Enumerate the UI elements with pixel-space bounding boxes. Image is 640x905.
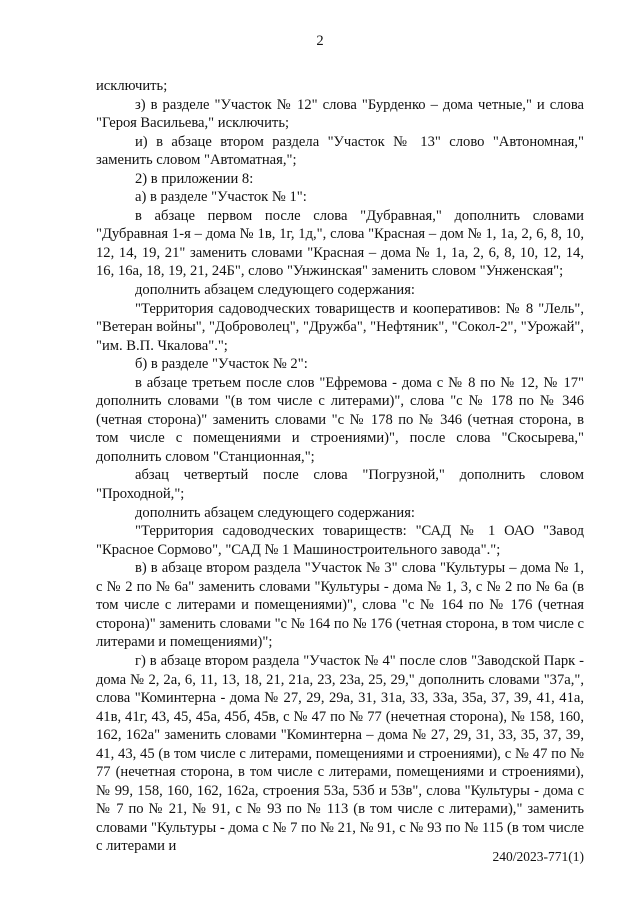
paragraph: в абзаце первом после слова "Дубравная," дополнить словами "Дубравная 1-я – дома № 1в, 1г, 1д,", слова "Красная – дом № 1, 1а, 2, 6, 8, 10, 12, 14, 19, 21" заменить словами "Красная – дома № 1, 1а, 2, 6, 8, 10, 12, 14, 16, 16а, 18, 19, 21, 24Б", слово "Унжинская" заменить словом "Унженская"; bbox=[96, 207, 584, 280]
paragraph: б) в разделе "Участок № 2": bbox=[135, 356, 308, 373]
paragraph: "Территория садоводческих товариществ и кооперативов: № 8 "Лель", "Ветеран войны", "Доброволец", "Дружба", "Нефтяник", "Сокол-2", "Урожай", "им. В.П. Чкалова"."; bbox=[96, 300, 584, 354]
paragraph: г) в абзаце втором раздела "Участок № 4" после слов "Заводской Парк - дома № 2, 2а, 6, 11, 13, 18, 21, 21а, 23, 23а, 25, 29," дополнить словами "37а,", слова "Коминтерна - дома № 27, 29, 29а, 31, 31а, 33, 33а, 35а, 37, 39, 41, 41а, 41в, 41г, 43, 45, 45а, 45б, 45в, с № 47 по № 77 (нечетная сторона), № 158, 160, 162, 162а" заменить словами "Коминтерна – дома № 27, 29, 31, 33, 35, 37, 39, 41, 43, 45 (в том числе с литерами, помещениями и строениями), с № 47 по № 77 (нечетная сторона, в том числе с литерами, помещениями и строениями), № 99, 158, 160, 162, 162а, строения 53а, 53б и 53в", слова "Культуры - дома с № 7 по № 21, № 91, с № 93 по № 113 (в том числе с литерами)," заменить словами "Культуры - дома с № 7 по № 21, № 91, с № 93 по № 115 (в том числе с литерами и bbox=[96, 652, 584, 855]
document-code: 240/2023-771(1) bbox=[492, 849, 584, 864]
page-number: 2 bbox=[316, 33, 324, 49]
paragraph: дополнить абзацем следующего содержания: bbox=[135, 282, 415, 299]
paragraph: абзац четвертый после слова "Погрузной," дополнить словом "Проходной,"; bbox=[96, 467, 584, 503]
paragraph: "Территория садоводческих товариществ: "САД № 1 ОАО "Завод "Красное Сормово", "САД № 1 Машиностроительного завода"."; bbox=[96, 523, 584, 558]
paragraph: з) в разделе "Участок № 12" слова "Бурденко – дома четные," и слова "Героя Васильева," исключить; bbox=[96, 96, 584, 132]
paragraph: а) в разделе "Участок № 1": bbox=[135, 189, 307, 206]
paragraph: в) в абзаце втором раздела "Участок № 3" слова "Культуры – дома № 1, с № 2 по № 6а" заменить словами "Культуры - дома № 1, 3, с № 2 по № 6а (в том числе с литерами и помещениями)", слова "с № 164 по № 176 (четная сторона)" заменить словами "с № 164 по № 176 (четная сторона, в том числе с литерами и помещениями)"; bbox=[96, 560, 584, 651]
paragraph: и) в абзаце втором раздела "Участок № 13" слово "Автономная," заменить словом "Автоматная,"; bbox=[96, 133, 584, 169]
document-body bbox=[96, 77, 584, 856]
paragraph: 2) в приложении 8: bbox=[135, 170, 254, 187]
paragraph: исключить; bbox=[96, 78, 168, 94]
paragraph: в абзаце третьем после слов "Ефремова - дома с № 8 по № 12, № 17" дополнить словами "(в том числе с литерами)", слова "с № 178 по № 346 (четная сторона)" заменить словами "с № 178 по № 346 (четная сторона, в том числе с помещениями и строениями)", после слова "Скосырева," дополнить словом "Станционная,"; bbox=[96, 374, 584, 465]
paragraph: дополнить абзацем следующего содержания: bbox=[135, 504, 415, 521]
